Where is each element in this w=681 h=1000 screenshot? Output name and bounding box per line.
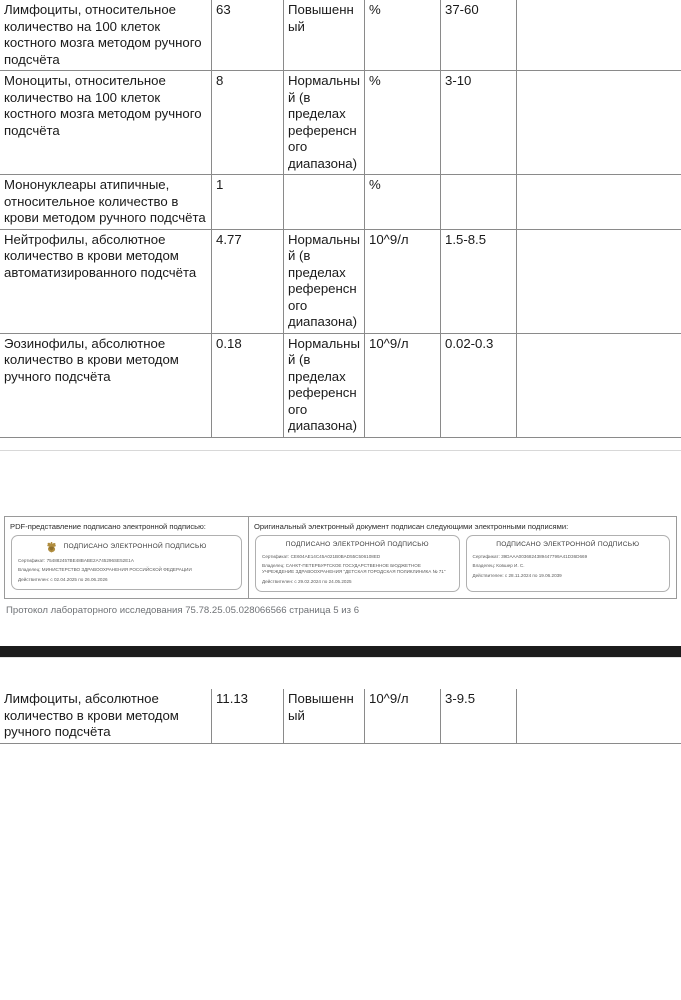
analyte-status-cell: Нормальный (в пределах референсного диапазона) [284,229,365,333]
analyte-name-cell: Моноциты, относительное количество на 100 клеток костного мозга методом ручного подсчёта [0,71,212,175]
analyte-reference-cell: 3-10 [441,71,517,175]
signature-validity: Действителен: с 29.02.2024 по 24.05.2025 [262,579,352,585]
page-whitespace [0,451,681,516]
analyte-name-cell: Нейтрофилы, абсолютное количество в крови методом автоматизированного подсчёта [0,229,212,333]
pdf-signature-header: PDF-представление подписано электронной подписью: [10,521,206,531]
analyte-value-cell: 8 [212,71,284,175]
signature-certificate: Сертификат: 39DAAA0036824389447799A41D36D669 [472,553,588,559]
signature-validity: Действителен: с 28.11.2024 по 19.06.2039 [472,572,562,578]
signature-owner: Владелец: САНКТ-ПЕТЕРБУРГСКОЕ ГОСУДАРСТВЕННОЕ БЮДЖЕТНОЕ УЧРЕЖДЕНИЕ ЗДРАВООХРАНЕНИЯ "ДЕТСКАЯ ГОРОДСКАЯ ПОЛИКЛИНИКА № 71" [262,563,446,575]
analyte-name-cell: Мононуклеары атипичные, относительное количество в крови методом ручного подсчёта [0,175,212,230]
original-signature-header: Оригинальный электронный документ подписан следующими электронными подписями: [254,521,569,531]
original-document-signature-column [249,517,676,599]
analyte-reference-cell [441,175,517,230]
signature-card-title-row [18,541,235,553]
analyte-status-cell: Повышенный [284,689,365,743]
signature-card [466,535,671,593]
analyte-unit-cell: 10^9/л [365,229,441,333]
analyte-status-cell [284,175,365,230]
signature-owner: Владелец: Ковшер И. С. [472,563,525,569]
analyte-reference-cell: 3-9.5 [441,689,517,743]
table-row [0,0,681,71]
page-break-separator [0,646,681,657]
analyte-value-cell: 0.18 [212,333,284,437]
analyte-unit-cell: 10^9/л [365,689,441,743]
original-signature-cards [249,535,676,599]
analyte-unit-cell: % [365,71,441,175]
analyte-status-cell: Повышенный [284,0,365,71]
analyte-unit-cell: % [365,0,441,71]
signature-card-title: ПОДПИСАНО ЭЛЕКТРОННОЙ ПОДПИСЬЮ [496,540,640,548]
signature-card [255,535,460,593]
table-row [0,71,681,175]
signature-certificate: Сертификат: 754882457BE48BABE2A745296SE52E1A [18,557,134,563]
next-page-top-margin [0,657,681,689]
next-page-lab-results-body [0,689,681,743]
signature-card-title: ПОДПИСАНО ЭЛЕКТРОННОЙ ПОДПИСЬЮ [285,540,429,548]
analyte-unit-cell: 10^9/л [365,333,441,437]
table-row [0,689,681,743]
analyte-unit-cell: % [365,175,441,230]
table-row [0,175,681,230]
analyte-note-cell [517,0,681,71]
next-page-lab-results-table [0,689,681,744]
table-row [0,333,681,437]
russian-eagle-emblem-icon [46,541,57,553]
analyte-name-cell: Лимфоциты, относительное количество на 100 клеток костного мозга методом ручного подсчёта [0,0,212,71]
document-footer: Протокол лабораторного исследования 75.78.25.05.028066566 страница 5 из 6 [6,605,360,617]
signature-card-title-row [262,541,453,549]
table-row [0,229,681,333]
analyte-note-cell [517,229,681,333]
table-bottom-divider [0,438,681,451]
analyte-note-cell [517,333,681,437]
signature-card-title-row [473,541,664,549]
analyte-status-cell: Нормальный (в пределах референсного диапазона) [284,71,365,175]
lab-results-table [0,0,681,438]
signature-card [11,535,242,591]
analyte-note-cell [517,71,681,175]
signature-certificate: Сертификат: CE604AE14C45A021B0BAD55C506108ED [262,553,381,559]
analyte-note-cell [517,689,681,743]
signature-owner: Владелец: МИНИСТЕРСТВО ЗДРАВООХРАНЕНИЯ РОССИЙСКОЙ ФЕДЕРАЦИИ [18,567,192,573]
signature-card-title: ПОДПИСАНО ЭЛЕКТРОННОЙ ПОДПИСЬЮ [63,542,207,550]
analyte-reference-cell: 0.02-0.3 [441,333,517,437]
analyte-value-cell: 11.13 [212,689,284,743]
pdf-signature-cards [5,535,248,597]
analyte-value-cell: 63 [212,0,284,71]
analyte-value-cell: 1 [212,175,284,230]
pdf-signature-column [5,517,249,599]
electronic-signature-panel [4,516,677,600]
signature-validity: Действителен: с 02.04.2025 по 26.06.2026 [18,576,108,582]
analyte-value-cell: 4.77 [212,229,284,333]
analyte-reference-cell: 1.5-8.5 [441,229,517,333]
analyte-name-cell: Лимфоциты, абсолютное количество в крови методом ручного подсчёта [0,689,212,743]
analyte-note-cell [517,175,681,230]
lab-results-body [0,0,681,437]
analyte-reference-cell: 37-60 [441,0,517,71]
analyte-status-cell: Нормальный (в пределах референсного диапазона) [284,333,365,437]
analyte-name-cell: Эозинофилы, абсолютное количество в крови методом ручного подсчёта [0,333,212,437]
